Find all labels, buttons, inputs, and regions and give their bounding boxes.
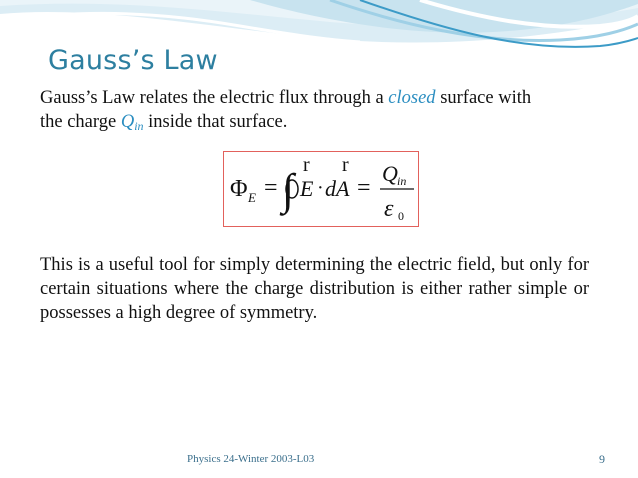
numerator-q: Q <box>382 161 398 186</box>
intro-line2-suffix: inside that surface. <box>143 112 288 132</box>
intro-text <box>40 86 638 138</box>
vector-mark-e: r <box>303 154 310 176</box>
area-element: dA <box>325 176 350 201</box>
page-number: 9 <box>599 452 605 466</box>
phi-subscript: E <box>248 190 256 205</box>
gauss-law-equation-box <box>223 151 419 227</box>
field-e: E <box>300 176 314 201</box>
body-paragraph: This is a useful tool for simply determining the electric field, but only for certain situations where the charge distribution is either rather simple or possesses a high degree of symmetry. <box>40 255 589 323</box>
integral-sign: ∫ <box>282 165 295 214</box>
vector-mark-a: r <box>342 154 349 176</box>
numerator-subscript: in <box>397 174 407 188</box>
intro-part1: Gauss’s Law relates the electric flux through a <box>40 88 389 108</box>
charge-subscript: in <box>134 119 144 133</box>
charge-symbol <box>121 112 144 132</box>
intro-line2-prefix: the charge <box>40 112 121 132</box>
intro-line-1 <box>40 86 638 110</box>
footer-text: Physics 24-Winter 2003-L03 <box>187 453 315 465</box>
denominator-epsilon: ε <box>384 196 394 222</box>
phi-symbol: Φ <box>230 176 248 202</box>
intro-part2: surface with <box>435 88 532 108</box>
gauss-law-equation <box>224 152 420 228</box>
slide-title: Gauss’s Law <box>48 45 218 76</box>
equals-sign: = <box>264 175 278 201</box>
denominator-subscript: 0 <box>398 209 404 223</box>
closed-word: closed <box>388 88 436 108</box>
dot-product: · <box>317 177 324 199</box>
intro-line-2 <box>40 110 638 138</box>
charge-symbol-letter: Q <box>120 112 135 132</box>
equals-sign-2: = <box>357 175 371 201</box>
